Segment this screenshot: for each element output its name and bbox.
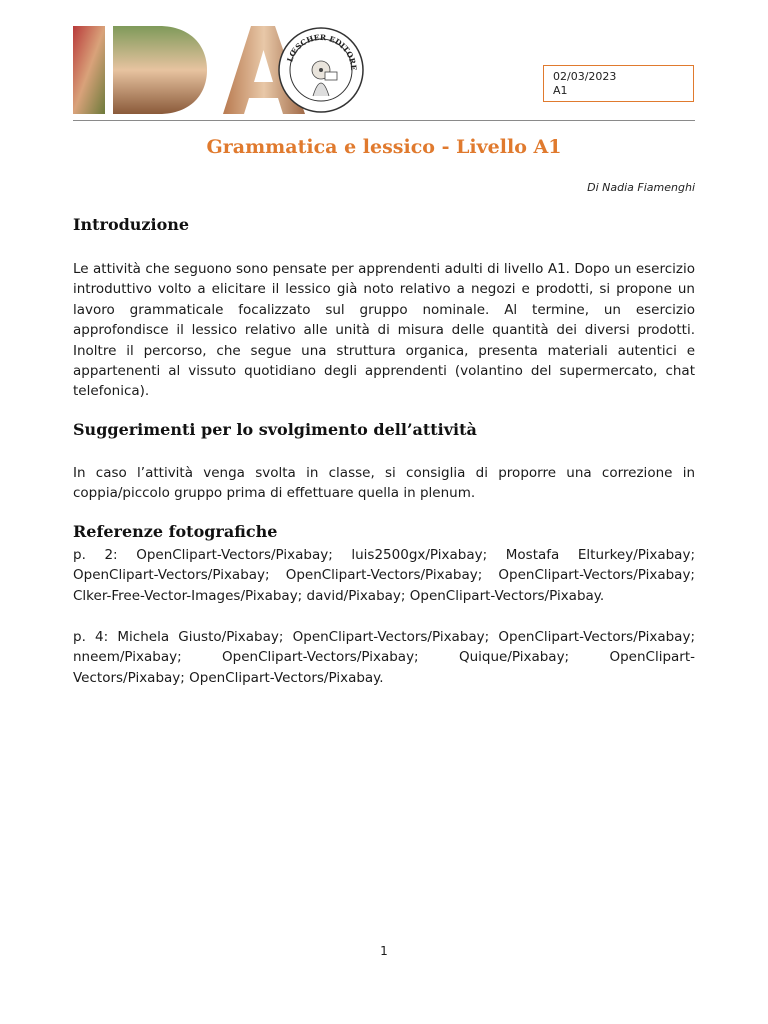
header-divider bbox=[73, 120, 695, 121]
section-heading-suggerimenti: Suggerimenti per lo svolgimento dell’attività bbox=[73, 420, 477, 439]
page-number: 1 bbox=[380, 944, 388, 958]
photo-credits-page-4: p. 4: Michela Giusto/Pixabay; OpenClipart-Vectors/Pixabay; OpenClipart-Vectors/Pixabay; nneem/Pixabay; OpenClipart-Vectors/Pixabay; Quique/Pixabay; OpenClipart-Vectors/Pixabay; OpenClipart-Vectors/Pixabay. bbox=[73, 629, 695, 686]
level-text: A1 bbox=[553, 84, 568, 97]
intro-paragraph: Le attività che seguono sono pensate per apprendenti adulti di livello A1. Dopo un esercizio introduttivo volto a elicitare il lessico già noto relativo a negozi e prodotti, si propone un lavoro grammaticale focalizzato sul gruppo nominale. Al termine, un esercizio approfondisce il lessico relativo alle unità di misura delle quantità dei diversi prodotti. Inoltre il percorso, che segue una struttura organica, presenta materiali autentici e appartenenti al vissuto quotidiano degli apprendenti (volantino del supermercato, chat telefonica). bbox=[73, 261, 695, 400]
author-line: Di Nadia Fiamenghi bbox=[587, 181, 695, 194]
date-level-box bbox=[543, 65, 694, 102]
photo-credits-page-2: p. 2: OpenClipart-Vectors/Pixabay; luis2500gx/Pixabay; Mostafa Elturkey/Pixabay; OpenClipart-Vectors/Pixabay; OpenClipart-Vectors/Pixabay; OpenClipart-Vectors/Pixabay; Clker-Free-Vector-Images/Pixabay; david/Pixabay; OpenClipart-Vectors/Pixabay. bbox=[73, 547, 695, 604]
section-heading-introduzione: Introduzione bbox=[73, 215, 190, 234]
svg-text:LŒSCHER EDITORE: LŒSCHER EDITORE bbox=[285, 32, 359, 71]
suggestions-paragraph: In caso l’attività venga svolta in classe, si consiglia di proporre una correzione in coppia/piccolo gruppo prima di effettuare quella in plenum. bbox=[73, 465, 695, 502]
page-title: Grammatica e lessico - Livello A1 bbox=[206, 136, 562, 158]
loescher-seal-icon bbox=[277, 26, 365, 114]
date-text: 02/03/2023 bbox=[553, 70, 617, 83]
section-heading-referenze: Referenze fotografiche bbox=[73, 522, 278, 541]
page-header bbox=[73, 24, 695, 120]
